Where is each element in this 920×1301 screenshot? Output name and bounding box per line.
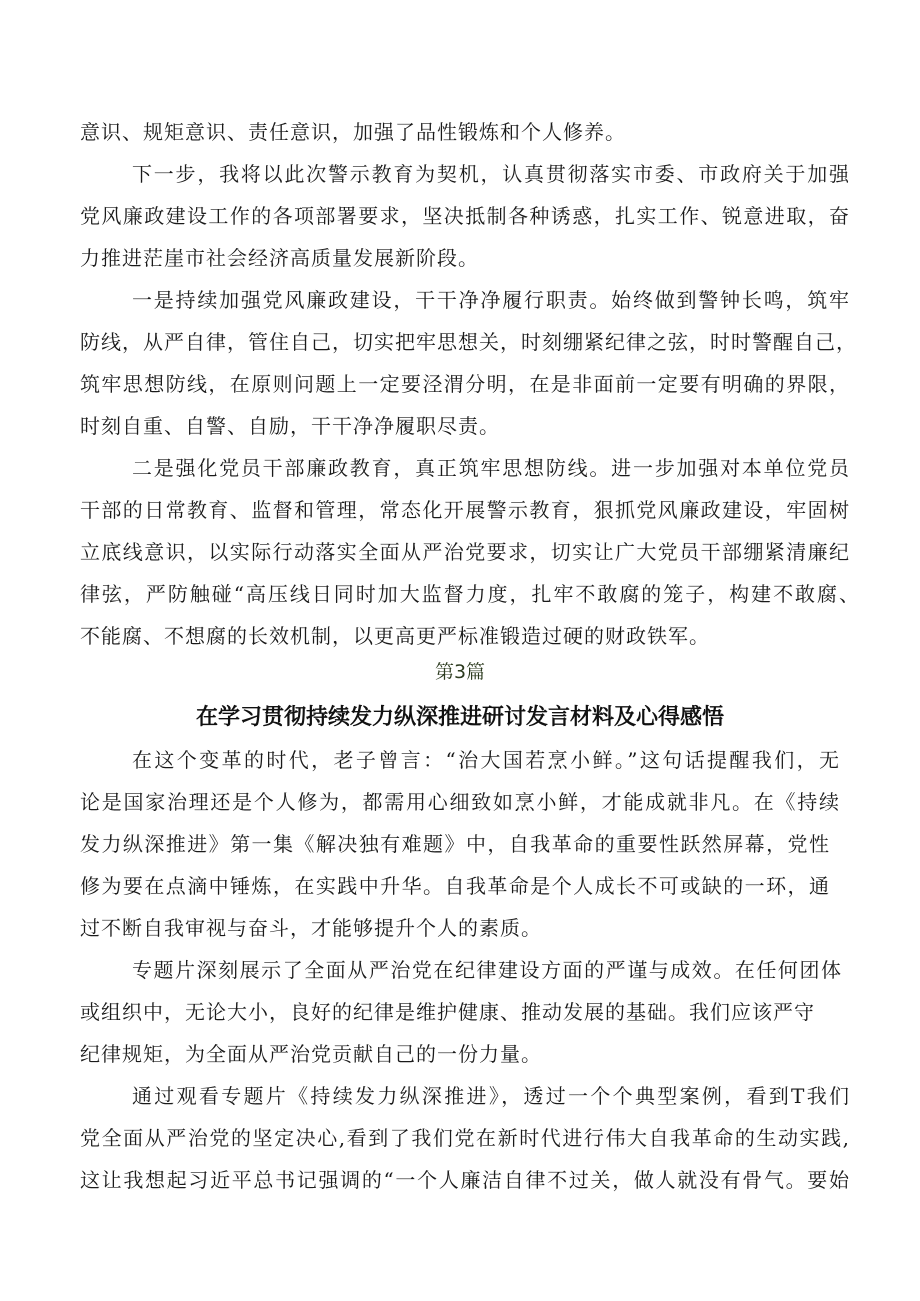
text-line: 不能腐、不想腐的长效机制，以更高更严标准锻造过硬的财政铁军。	[80, 624, 710, 648]
text-line: 在这个变革的时代，老子曾言：“治大国若烹小鲜。”这句话提醒我们，无	[132, 748, 840, 772]
text-line: 时刻自重、自警、自励，干干净净履职尽责。	[80, 414, 500, 438]
text-line: 专题片深刻展示了全面从严治党在纪律建设方面的严谨与成效。在任何团体	[132, 958, 842, 982]
text-line: 二是强化党员干部廉政教育，真正筑牢思想防线。进一步加强对本单位党员	[132, 456, 850, 480]
text-line: 律弦，严防触碰“高压线日同时加大监督力度，扎牢不敢腐的笼子，构建不敢腐、	[80, 582, 860, 606]
document-title: 在学习贯彻持续发力纵深推进研讨发言材料及心得感悟	[195, 705, 724, 730]
text-line: 一是持续加强党风廉政建设，干干净净履行职责。始终做到警钟长鸣，筑牢	[132, 288, 850, 312]
text-line: 修为要在点滴中锤炼，在实践中升华。自我革命是个人成长不可或缺的一环，通	[80, 874, 830, 898]
text-line: 党全面从严治党的坚定决心,看到了我们党在新时代进行伟大自我革命的生动实践,	[80, 1126, 850, 1150]
section-label: 第3篇	[434, 661, 486, 683]
text-line: 立底线意识，以实际行动落实全面从严治党要求，切实让广大党员干部绷紧清廉纪	[80, 540, 850, 564]
text-line: 干部的日常教育、监督和管理，常态化开展警示教育，狠抓党风廉政建设，牢固树	[80, 498, 850, 522]
text-line: 防线，从严自律，管住自己，切实把牢思想关，时刻绷紧纪律之弦，时时警醒自己，	[80, 330, 857, 354]
text-line: 或组织中，无论大小，良好的纪律是维护健康、推动发展的基础。我们应该严守	[80, 1000, 815, 1024]
text-line: 过不断自我审视与奋斗，才能够提升个人的素质。	[80, 916, 542, 940]
text-line: 纪律规矩，为全面从严治党贡献自己的一份力量。	[80, 1042, 542, 1066]
text-line: 下一步，我将以此次警示教育为契机，认真贯彻落实市委、市政府关于加强	[132, 162, 850, 186]
text-line: 通过观看专题片《持续发力纵深推进》，透过一个个典型案例，看到T我们	[132, 1084, 850, 1108]
text-line: 力推进茫崖市社会经济高质量发展新阶段。	[80, 246, 479, 270]
text-line: 论是国家治理还是个人修为，都需用心细致如烹小鲜，才能成就非凡。在《持续	[80, 790, 840, 814]
text-line: 意识、规矩意识、责任意识，加强了品性锻炼和个人修养。	[80, 120, 626, 144]
text-line: 筑牢思想防线，在原则问题上一定要泾渭分明，在是非面前一定要有明确的界限，	[80, 372, 850, 396]
text-line: 党风廉政建设工作的各项部署要求，坚决抵制各种诱惑，扎实工作、锐意进取，奋	[80, 204, 850, 228]
text-line: 这让我想起习近平总书记强调的“一个人廉洁自律不过关，做人就没有骨气。要始	[80, 1168, 850, 1192]
text-line: 发力纵深推进》第一集《解决独有难题》中，自我革命的重要性跃然屏幕，党性	[80, 832, 830, 856]
